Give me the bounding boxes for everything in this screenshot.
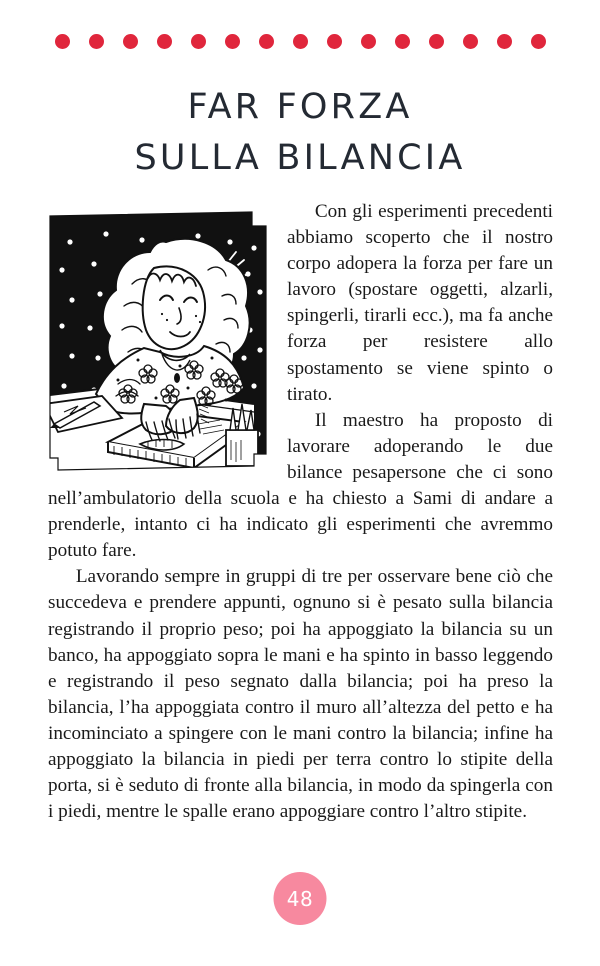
decorative-dot bbox=[395, 34, 410, 49]
decorative-dot bbox=[89, 34, 104, 49]
page-title bbox=[0, 86, 600, 179]
decorative-dot bbox=[191, 34, 206, 49]
title-line-1: FAR FORZA bbox=[187, 87, 413, 127]
page-number-badge bbox=[274, 872, 327, 925]
decorative-dot bbox=[55, 34, 70, 49]
page-number-text: 48 bbox=[286, 886, 314, 911]
decorative-dot-rule bbox=[0, 31, 600, 51]
article-body bbox=[48, 199, 553, 825]
decorative-dot bbox=[531, 34, 546, 49]
decorative-dot bbox=[361, 34, 376, 49]
body-paragraph-3: Lavorando sempre in gruppi di tre per osservare bene ciò che succedeva e prendere appunti, ognuno si è pesato sulla bilancia registrando il proprio peso; poi ha appoggiato la bilancia su un banco, ha appoggiato sopra le mani e ha spinto in basso leggendo e registrando il peso segnato dalla bilancia; poi ha preso la bilancia, l’ha appoggiata contro il muro all’altezza del petto e ha incominciato a spingere con le mani contro la bilancia; infine ha appoggiato la bilancia in piedi per terra contro lo stipite della porta, si è seduto di fronte alla bilancia, in modo da spingerla con i piedi, mentre le spalle erano appoggiare contro l’altro stipite. bbox=[48, 566, 553, 823]
decorative-dot bbox=[429, 34, 444, 49]
decorative-dot bbox=[123, 34, 138, 49]
title-line-2: SULLA BILANCIA bbox=[134, 138, 466, 178]
decorative-dot bbox=[327, 34, 342, 49]
illustration-girl-pushing-scale bbox=[48, 208, 273, 476]
decorative-dot bbox=[497, 34, 512, 49]
decorative-dot bbox=[463, 34, 478, 49]
body-paragraph-1: Con gli esperimenti precedenti abbiamo scoperto che il nostro corpo adopera la forza per fare un lavoro (spostare oggetti, alzarli, spingerli, tirarli ecc.), ma fa anche forza per resistere allo spostamento se viene spinto o tirato. bbox=[287, 201, 553, 405]
decorative-dot bbox=[225, 34, 240, 49]
decorative-dot bbox=[293, 34, 308, 49]
decorative-dot bbox=[259, 34, 274, 49]
decorative-dot bbox=[157, 34, 172, 49]
body-paragraph-2: Il maestro ha proposto di lavorare adoperando le due bilance pesapersone che ci sono nell’ambulatorio della scuola e ha chiesto a Sami di andare a prenderle, intanto ci ha indicato gli esperimenti che avremmo potuto fare. bbox=[48, 409, 553, 562]
